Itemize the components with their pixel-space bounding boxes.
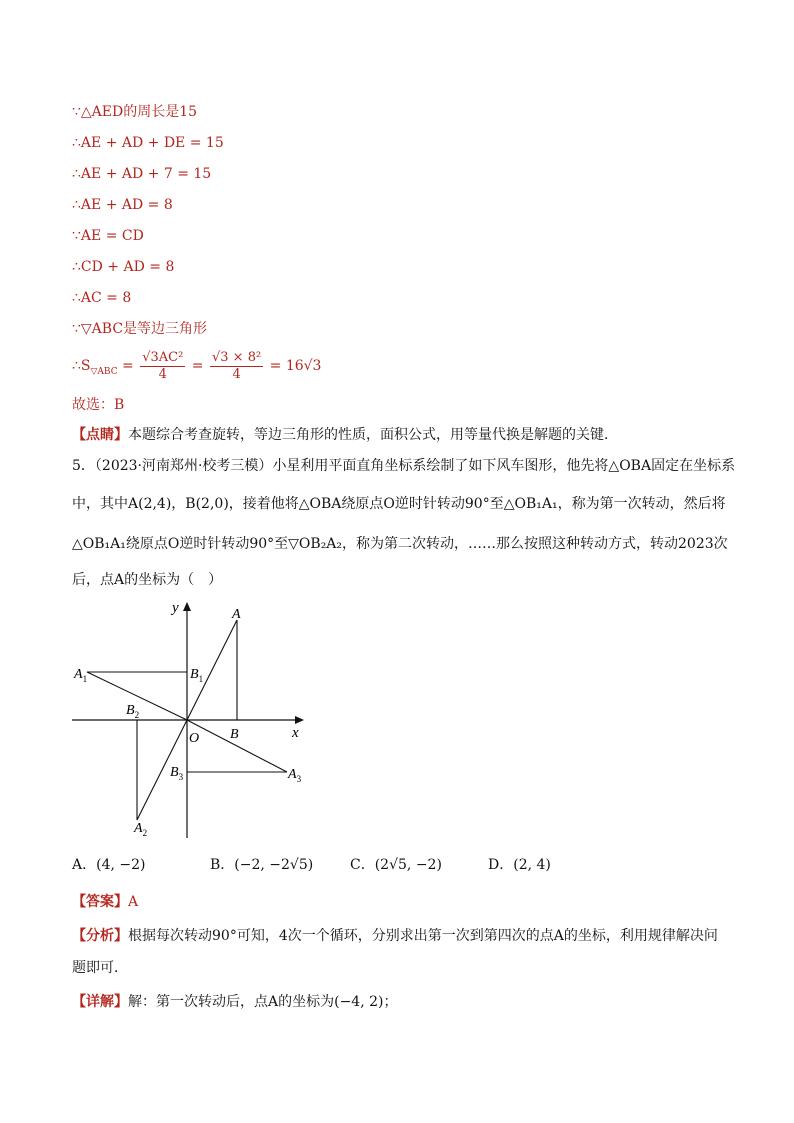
area-formula [72, 348, 321, 390]
label-y: y [172, 600, 179, 616]
option-b[interactable] [210, 855, 313, 875]
label-b3: $B_3$ [170, 765, 184, 782]
area-subscript: ▽ABC [90, 366, 118, 377]
label-b2: $B_2$ [126, 703, 140, 720]
windmill-figure [66, 596, 316, 846]
label-b: B [230, 727, 239, 742]
option-a-value: (4, −2) [96, 857, 146, 873]
fraction-2-denominator: 4 [232, 366, 241, 382]
triangle-ob2a2 [137, 720, 187, 820]
x-axis-arrow [295, 716, 304, 724]
area-prefix: ∴S [72, 358, 91, 374]
fraction-1 [140, 350, 185, 383]
analysis-tag: 【分析】 [72, 928, 128, 944]
option-d-letter: D． [488, 857, 514, 873]
comment-line [72, 425, 618, 445]
label-b1: $B_1$ [190, 667, 204, 684]
fraction-1-denominator: 4 [158, 366, 167, 382]
solution-line-6: ∴CD + AD = 8 [72, 259, 175, 275]
solution-line-7: ∴AC = 8 [72, 290, 132, 306]
solution-line-1: ∵△AED的周长是15 [72, 104, 198, 120]
question-line-2: 中，其中A(2,4)，B(2,0)，接着他将△OBA绕原点O逆时针转动90°至△OB₁A₁，称为第一次转动，然后将 [72, 496, 726, 512]
question-line-4: 后，点A的坐标为（ ） [72, 572, 223, 588]
fraction-1-numerator: √3AC² [142, 349, 184, 365]
label-x: x [292, 725, 299, 741]
area-equals-2: = [191, 358, 204, 374]
option-d-value: (2, 4) [513, 857, 551, 873]
answer-line [72, 892, 138, 912]
label-o: O [189, 731, 200, 746]
option-c-letter: C． [350, 857, 375, 873]
option-c-value: (2√5, −2) [374, 857, 442, 873]
option-a-letter: A． [72, 857, 97, 873]
detail-tag: 【详解】 [72, 994, 128, 1010]
answer-tag: 【答案】 [72, 894, 128, 910]
analysis-text-1: 根据每次转动90°可知，4次一个循环，分别求出第一次到第四次的点A的坐标，利用规律解决问 [128, 928, 718, 944]
solution-line-3: ∴AE + AD + 7 = 15 [72, 166, 212, 182]
solution-line-2: ∴AE + AD + DE = 15 [72, 135, 224, 151]
question-line-3: △OB₁A₁绕原点O逆时针转动90°至▽OB₂A₂，称为第二次转动，……那么按照这种转动方式，转动2023次 [72, 536, 728, 552]
analysis-line-2: 题即可． [72, 960, 128, 976]
choice-line: 故选：B [72, 397, 125, 413]
y-axis-arrow [183, 602, 191, 611]
comment-text: 本题综合考查旋转，等边三角形的性质，面积公式，用等量代换是解题的关键． [128, 427, 618, 443]
area-equals: = [122, 358, 134, 374]
label-a2: $A_2$ [134, 821, 148, 838]
option-b-letter: B． [210, 857, 235, 873]
question-text-1: 小星利用平面直角坐标系绘制了如下风车图形，他先将△OBA固定在坐标系 [272, 458, 736, 474]
detail-line [72, 992, 397, 1012]
solution-line-8: ∵▽ABC是等边三角形 [72, 321, 208, 337]
detail-text: 解：第一次转动后，点A的坐标为(−4, 2)； [128, 994, 398, 1010]
option-d[interactable] [488, 855, 551, 875]
area-result: = 16√3 [269, 358, 322, 374]
solution-line-5: ∵AE = CD [72, 228, 144, 244]
option-a[interactable] [72, 855, 146, 875]
label-a3: $A_3$ [288, 767, 302, 784]
fraction-2-numerator: √3 × 8² [211, 349, 262, 365]
answer-value: A [128, 894, 139, 910]
analysis-line-1 [72, 926, 718, 946]
option-b-value: (−2, −2√5) [234, 857, 314, 873]
question-line-1 [72, 456, 735, 476]
label-a: A [232, 607, 241, 622]
label-a1: $A_1$ [74, 667, 88, 684]
solution-line-4: ∴AE + AD = 8 [72, 197, 173, 213]
question-number-source: 5．（2023·河南郑州·校考三模） [72, 458, 273, 474]
option-c[interactable] [350, 855, 442, 875]
fraction-2 [210, 350, 263, 383]
comment-tag: 【点睛】 [72, 427, 128, 443]
